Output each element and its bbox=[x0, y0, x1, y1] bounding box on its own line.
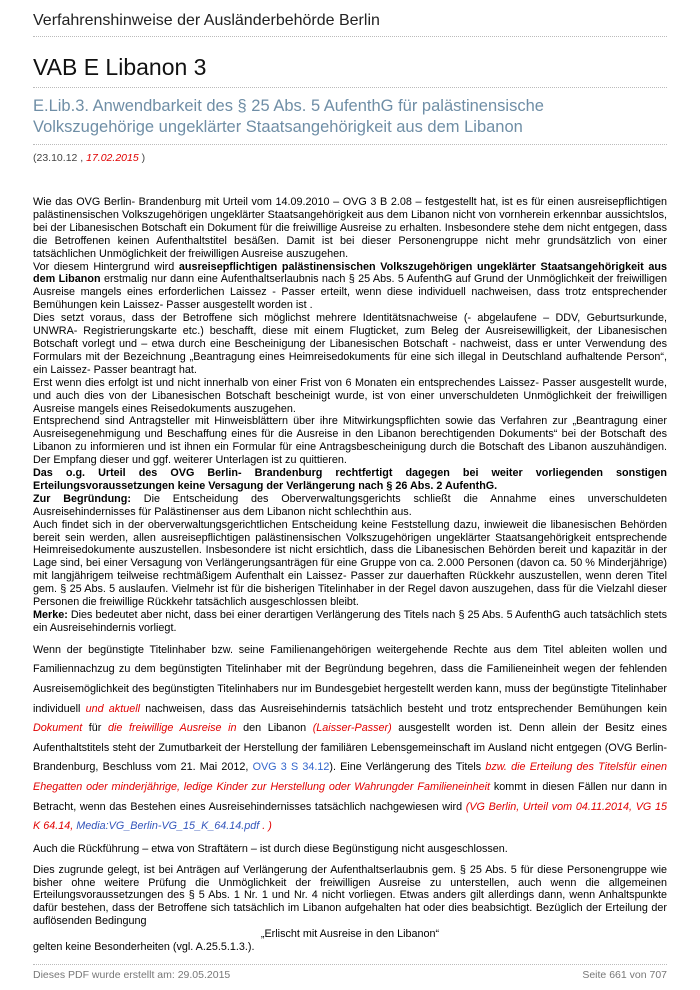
site-header: Verfahrenshinweise der Ausländerbehörde Berlin bbox=[33, 12, 667, 37]
paragraph: Das o.g. Urteil des OVG Berlin- Brandenburg rechtfertigt dagegen bei weiter vorliegenden sonstigen Erteilungsvoraussetzungen keine Versagung der Verlängerung nach § 26 Abs. 2 AufenthG. bbox=[33, 467, 667, 492]
body-text-block-1 bbox=[33, 196, 667, 635]
condition-quote: „Erlischt mit Ausreise in den Libanon“ bbox=[260, 928, 440, 941]
section-title: E.Lib.3. Anwendbarkeit des § 25 Abs. 5 AufenthG für palästinensische Volkszugehörige ungeklärter Staatsangehörigkeit aus dem Libanon bbox=[33, 96, 667, 145]
paragraph: Zur Begründung: Die Entscheidung des Oberverwaltungsgerichts schließt die Annahme eines unverschuldeten Ausreisehindernisses für Palästinenser aus dem Libanon nicht schlechthin aus. bbox=[33, 492, 667, 518]
body-text-block-3 bbox=[33, 843, 667, 856]
page-footer bbox=[33, 964, 667, 981]
body-text-block-2 bbox=[33, 641, 667, 837]
body-text-block-4 bbox=[33, 864, 667, 954]
paragraph: Dies setzt voraus, dass der Betroffene sich möglichst mehrere Identitätsnachweise (- abgelaufene – DDV, Geburtsurkunde, UNWRA- Registrierungskarte etc.) beschafft, diese mit einem Flugticket, zum Beleg der Ausreisewilligkeit, der Libanesischen Botschaft vorlegt und – etwa durch eine Bescheinigung der Libanesischen Botschaft - nachweist, dass er unter Verwendung des Formulars mit der Bezeichnung „Beantragung eines Heimreisedokuments für eine sich illegal in Deutschland aufhaltende Person“, ein Laissez- Passer beantragt hat. bbox=[33, 312, 667, 376]
footer-page-number: Seite 661 von 707 bbox=[582, 969, 667, 981]
document-title: VAB E Libanon 3 bbox=[33, 54, 667, 88]
court-decision-link[interactable]: OVG 3 S 34.12 bbox=[252, 761, 330, 774]
paragraph: Erst wenn dies erfolgt ist und nicht innerhalb von einer Frist von 6 Monaten ein entsprechendes Laissez- Passer ausgestellt wurde, und auch dies von der Libanesischen Botschaft bescheinigt wurde, ist von einer unverschuldeten Unmöglichkeit der freiwilligen Ausreise mangels eines Reisedokuments auszugehen. bbox=[33, 376, 667, 415]
paragraph: Vor diesem Hintergrund wird ausreisepflichtigen palästinensischen Volkszugehörigen ungeklärter Staatsangehörigkeit aus dem Libanon erstmalig nur dann eine Aufenthaltserlaubnis nach § 25 Abs. 5 AufenthG auf Grund der Unmöglichkeit der freiwilligen Ausreise mangels eines erforderlichen Laissez - Passer erteilt, wenn diese individuell nachweisen, dass trotz entsprechender Bemühungen kein Laissez- Passer ausgestellt worden ist . bbox=[33, 260, 667, 312]
paragraph: Entsprechend sind Antragsteller mit Hinweisblättern über ihre Mitwirkungspflichten sowie das Verfahren zur „Beantragung einer Ausreisegenehmigung und Beschaffung eines für die Ausreise in den Libanon berechtigenden Dokuments“ bei der Botschaft des Libanon zu informieren und ist ihnen ein Formular für eine Antragsbescheinigung durch die Botschaft des Libanon auszuhändigen. Der Empfang dieser und ggf. weiterer Unterlagen ist zu quittieren. bbox=[33, 415, 667, 467]
paragraph: Wenn der begünstigte Titelinhaber bzw. seine Familienangehörigen weitergehende Rechte aus dem Titel ableiten wollen und Familiennachzug zu dem begünstigten Titelinhaber mit der Begründung begehren, dass die Familieneinheit wegen der fehlenden Ausreisemöglichkeit des begünstigten Titelinhabers nur im Bundesgebiet hergestellt werden kann, muss der begünstigte Titelinhaber individuell und aktuell nachweisen, dass das Ausreisehindernis tatsächlich besteht und trotz entsprechender Bemühungen kein Dokument für die freiwillige Ausreise in den Libanon (Laisser-Passer) ausgestellt worden ist. Denn allein der Besitz eines Aufenthaltstitels steht der Zumutbarkeit der Herstellung der familiären Lebensgemeinschaft im Ausland nicht entgegen (OVG Berlin-Brandenburg, Beschluss vom 21. Mai 2012, OVG 3 S 34.12). Eine Verlängerung des Titels bzw. die Erteilung des Titelsfür einen Ehegatten oder minderjährige, ledige Kinder zur Herstellung oder Wahrungder Familieneinheit kommt in diesen Fällen nur dann in Betracht, wenn das Bestehen eines Ausreisehindernisses tatsächlich nachgewiesen wird (VG Berlin, Urteil vom 04.11.2014, VG 15 K 64.14, Media:VG_Berlin-VG_15_K_64.14.pdf . ) bbox=[33, 643, 668, 833]
media-pdf-link[interactable]: Media:VG_Berlin-VG_15_K_64.14.pdf bbox=[76, 820, 260, 833]
paragraph: Dies zugrunde gelegt, ist bei Anträgen auf Verlängerung der Aufenthaltserlaubnis gem. § 25 Abs. 5 für diese Personengruppe wie bisher ohne weitere Prüfung die Unmöglichkeit der freiwilligen Ausreise zu unterstellen, auch wenn die allgemeinen Erteilungsvoraussetzungen des § 5 Abs. 1 Nr. 1 und Nr. 4 nicht vorliegen. Etwas anders gilt allerdings dann, wenn Anhaltspunkte dafür bestehen, dass der Betroffene sich tatsächlich im Libanon aufgehalten hat oder dies beabsichtigt. Bezüglich der Erteilung der auflösenden Bedingung bbox=[33, 863, 667, 928]
paragraph: Auch die Rückführung – etwa von Straftätern – ist durch diese Begünstigung nicht ausgeschlossen. bbox=[33, 842, 508, 855]
paragraph: Auch findet sich in der oberverwaltungsgerichtlichen Entscheidung keine Feststellung dazu, inwieweit die libanesischen Behörden bereit sein werden, allen ausreisepflichtigen palästinensischen Volkszugehörigen ungeklärter Staatsangehörigkeit entsprechende Heimreisedokumente auszustellen. Insbesondere ist nicht ersichtlich, dass die Libanesischen Behörden bereit und kapazitär in der Lage sind, bei einer Versagung von Verlängerungsanträgen für eine Gruppe von ca. 2.000 Personen (davon ca. 50 % Minderjährige) mit langjährigem teilweise rechtmäßigem Aufenthalt ein Laissez- Passer zur dauerhaften Rückkehr auszustellen, wenn deren Titel gem. § 25 Abs. 5 auslaufen. Vielmehr ist für die bisherigen Titelinhaber in der Regel davon auszugehen, dass für die Vielzahl dieser Personen die freiwillige Rückkehr tatsächlich ausgeschlossen bleibt. bbox=[33, 518, 667, 609]
paragraph: Wie das OVG Berlin- Brandenburg mit Urteil vom 14.09.2010 – OVG 3 B 2.08 – festgestellt hat, ist es für einen ausreisepflichtigen palästinensischen Volkszugehörigen ungeklärter Staatsangehörigkeit aus dem Libanon nicht von vornherein erkennbar aussichtslos, bei der Libanesischen Botschaft ein Dokument für die freiwillige Ausreise zu erhalten. Insbesondere stehe dem nicht entgegen, dass die Betroffenen keinen Aufenthaltstitel besäßen. Damit ist bei dieser Personengruppe nicht mehr grundsätzlich von einer tatsächlichen Unmöglichkeit der freiwilligen Ausreise auszugehen. bbox=[33, 196, 667, 260]
paragraph: gelten keine Besonderheiten (vgl. A.25.5.1.3.). bbox=[33, 941, 255, 954]
updated-date: 17.02.2015 bbox=[86, 152, 139, 164]
footer-created-date: Dieses PDF wurde erstellt am: 29.05.2015 bbox=[33, 969, 231, 981]
paragraph: Merke: Dies bedeutet aber nicht, dass bei einer derartigen Verlängerung des Titels nach § 25 Abs. 5 AufenthG auch tatsächlich stets ein Ausreisehindernis vorliegt. bbox=[33, 609, 667, 634]
revision-dates: (23.10.12 , 17.02.2015 ) bbox=[33, 152, 146, 164]
